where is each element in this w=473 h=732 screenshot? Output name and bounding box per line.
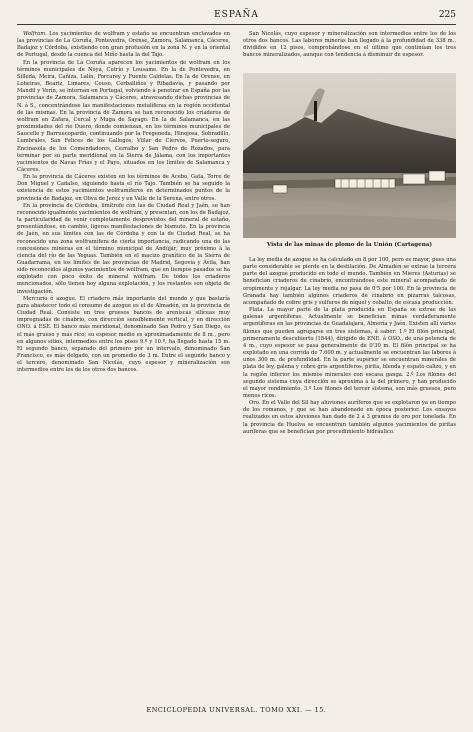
mine-photograph <box>243 73 456 238</box>
paragraph: Oro. En el Valle del Sil hay aluviones auríferos que se explotaron ya en tiempo de los romanos, y que se han abandonado en época posterior. Los ensayos realizados en estos aluviones han dado de 2 á 3 gramos de oro por tonelada. En la provincia de Huelva se encuentran también algunos yacimientos de piritas auríferas que se benefician por procedimiento hidráulico. <box>243 400 456 435</box>
page-header <box>17 10 456 25</box>
paragraph: En la provincia de Córdoba, limítrofe con las de Ciudad Real y Jaén, se han reconocido igualmente yacimientos de wolfram, y presentan, con los de Badajoz, la particularidad de venir completamente desprovistos del mineral de estaño, presentándose, en cambio, ligeras manifestaciones de bismuto. En la provincia de Jaén, en sus límites con las de Córdoba y con la de Ciudad Real, se ha reconocido una zona wolframífera de cierta importancia, radicando una de las concesiones mineras en el término municipal de Andújar, muy próximo á la ciencia del río de las Yeguas. También en el macizo granítico de la Sierra de Guadarrama, en los límites de las provincias de Madrid, Segovia y Ávila, han sido reconocidos algunos yacimientos de wolfram, que en tiempos pasados se ha explotado con poco éxito de mineral wolfram. De todos los criaderos mencionados, sólo tienen hoy alguna explotación, y los restantes son objeto de investigación. <box>17 202 230 295</box>
right-column-bottom <box>243 257 456 436</box>
section-lead: Wolfram. <box>23 31 47 37</box>
running-title: ESPAÑA <box>214 10 259 20</box>
paragraph: En la provincia de Cáceres existen en los términos de Acebo, Gata, Torre de Don Miguel y Cadalso, siguiendo hasta el río Tajo. También se ha seguido la existencia de estos yacimientos wolframíferos en determinados puntos de la provincia de Badajoz, en Oliva de Jerez y en Valle de la Serena, entre otros. <box>17 174 230 202</box>
paragraph: San Nicolás, cuyo espesor y mineralización son intermedios entre los de los otros dos bancos. Las labores mineras han llegado á la profundidad de 338 m., divididos en 12 pisos, comprobándose en el último que continúan los tres bancos mineralizados, aunque con tendencia á disminuir de espesor. <box>243 31 456 59</box>
paragraph: Wolfram. Los yacimientos de wolfram y estaño se encuentran enclavados en las provincias de La Coruña, Pontevedra, Orense, Zamora, Salamanca, Cáceres, Badajoz y Córdoba, existiendo con gran profusión en la zona N. y en la oriental de Portugal, desde la cuenca del Miño hasta la del Tajo. <box>17 31 230 59</box>
paragraph: Mercurio ó azogue. El criadero más importante del mundo y que bastaría para abastecer todo el consumo de azogue es el de Almadén, en la provincia de Ciudad Real. Consiste en tres gruesos bancos de areniscas silíceas muy impregnadas de cinabrio, con dirección sensiblemente vertical, y en dirección ONO. á ESE. El banco más meridional, denominado San Pedro y San Diego, es el más grueso y más rico; su espesor medio es aproximadamente de 8 m., pero en algunos sitios, intermedios entre los pisos 9.º y 10.º, ha llegado hasta 15 m. El segundo banco, separado del primero por un intervalo, denominado San Francisco, es más delgado, con un promedio de 3 m. Entre el segundo banco y el tercero, denominado San Nicolás, cuyo espesor y mineralización son intermedios entre los de los otros dos bancos. <box>17 295 230 374</box>
paragraph: La ley media de azogue se ha calculado en 8 por 100, pero es mayor, pues una parte considerable se pierde en la destilación. De Almadén se extrae la tercera parte del azogue producido en todo el mundo. También en Mieres (Asturias) se benefician criaderos de cinabrio, encontrándose este mineral acompañado de oropimente y rejalgar. La ley media no pasa de 0'5 por 100. En la provincia de Granada hay también algunos criaderos de cinabrio en pizarras talcosas, acompañado de cobre gris y sulfuros de níquel y cobalto, de escasa producción. <box>243 257 456 306</box>
paragraph: En la provincia de La Coruña aparecen los yacimientos de wolfram en los términos municipales de Noya, Cutrío y Lousame. En la de Pontevedra, en Silleda, Meira, Cañiza, Lalín, Forcarey y Fuente Caldelas. En la de Orense, en Lobeiras, Beariz, Limares, Couso, Cerballiños y Ribadavia, y pasando por Mandil y Verín, se internan en Portugal, volviendo á penetrar en España por las provincias de Zamora, Salamanca y Cáceres, atravesando dichas provincias de N. á S., concentrándose las manifestaciones metalíferas en la región occidental de las mismas. En la provincia de Zamora se han reconocido los criaderos de wolfram en Zafara, Cercal y Muga de Sayago. En la de Salamanca, en las proximidades del río Duero, donde comienzan, en los términos municipales de Saucelle y Barruecopardo, continuando por la Fregeneda, Hinojosa, Sobradillo, Lumbrales, San Felices de los Gallegos, Villar de Ciervos, Puerto-seguro, Encinasola de los Comendadores, Cerralbo y San Pedro de Rozados, para terminar por su parte meridional en la Sierra de Jálama, con los importantes yacimientos de Navas Frías y el Payo, situados en los límites de Salamanca y Cáceres. <box>17 59 230 173</box>
figure-caption: Vista de las minas de plomo de la Unión (Cartagena) <box>266 242 433 248</box>
right-column-top <box>243 31 456 60</box>
left-column <box>17 31 230 375</box>
paragraph: Plata. La mayor parte de la plata producida en España se extrae de las galenas argentíferas. Actualmente se benefician minas verdaderamente argentíferas en las provincias de Guadalajara, Almería y Jaén. Existen allí varios filones que pueden agruparse en tres sistemas, á saber: 1.º El filón principal, primeramente descubierto (1844), dirigido de ENE. á OSO., de una potencia de 4 m., cuyo espesor se pasa generalmente de 0'30 m. El filón principal se ha explotado en una corrida de 7.600 m. y actualmente se encuentran las labores á unos 300 m. de profundidad. En la parte superior se encuentran minerales de plata de ley, galena y cobre gris argentíferos, pirita, blenda y espato calizo, y en la región inferior los mismos minerales con escasa ganga. 2.º Los filones del segundo sistema cuya dirección se aproxima á la del primero, y han producido el mayor rendimiento. 3.º Los filones del tercer sistema, son más gruesos, pero menos ricos. <box>243 307 456 399</box>
page-footer: ENCICLOPEDIA UNIVERSAL. TOMO XXI. — 15. <box>146 706 327 714</box>
page-number: 225 <box>438 10 456 20</box>
